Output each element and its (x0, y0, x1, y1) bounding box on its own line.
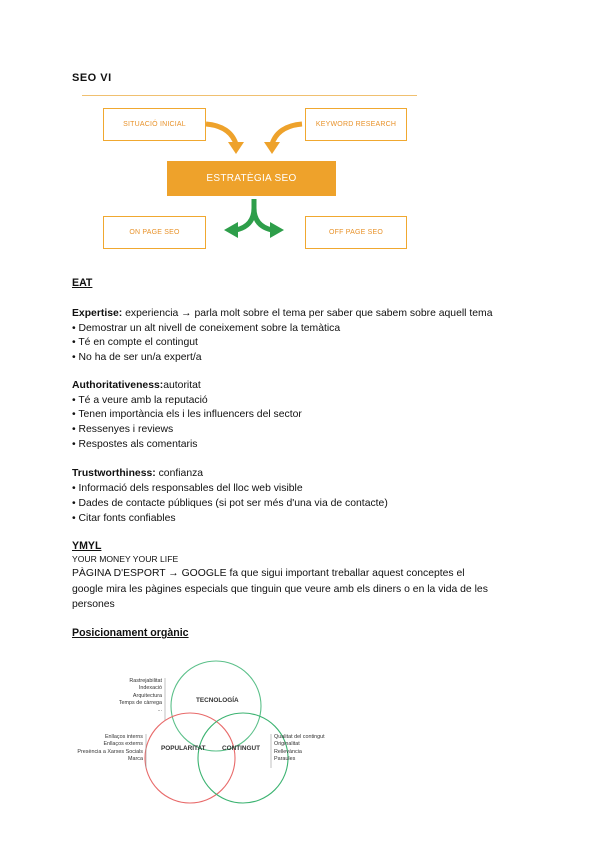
tech-item: Arquitectura (132, 692, 162, 699)
section-title: SEO VI (72, 72, 112, 84)
eat-heading: EAT (72, 277, 93, 289)
tech-item: Indexació (138, 685, 162, 692)
pop-item: Enllaços externs (103, 741, 143, 748)
authoritativeness-line (72, 378, 201, 393)
tecnologia-label: TECNOLOGÍA (196, 697, 239, 704)
tech-items (100, 678, 162, 714)
expertise-label: Expertise: (72, 308, 123, 319)
list-item: • Respostes als comentaris (72, 439, 198, 450)
orange-arrow-left-head (228, 142, 244, 154)
cont-items (274, 734, 354, 763)
diagram-arrows (0, 0, 600, 260)
list-item: • Citar fonts confiables (72, 513, 176, 524)
expertise-line (72, 306, 492, 321)
list-item: • Té a veure amb la reputació (72, 395, 208, 406)
authoritativeness-text: autoritat (163, 380, 201, 391)
pop-items (60, 734, 143, 763)
trustworthiness-text: confianza (155, 468, 204, 479)
list-item: • Demostrar un alt nivell de coneixement sobre la temàtica (72, 323, 341, 334)
ymyl-line: persones (72, 599, 115, 610)
list-item: • Informació dels responsables del lloc web visible (72, 483, 303, 494)
popularitat-circle (145, 713, 235, 803)
on-page-seo-box: ON PAGE SEO (103, 216, 206, 249)
list-item: • Té en compte el contingut (72, 337, 198, 348)
green-arrow-left-head (224, 222, 238, 238)
orange-arrow-right-head (264, 142, 280, 154)
pop-item: Enllaços interns (104, 734, 143, 740)
green-arrow-right (254, 208, 272, 230)
tech-item: ... (157, 707, 162, 714)
list-item: • Ressenyes i reviews (72, 424, 174, 435)
pop-item: Marca (128, 755, 143, 762)
posicionament-heading: Posicionament orgànic (72, 627, 189, 639)
tech-item: Temps de càrrega (118, 699, 162, 706)
contingut-label: CONTINGUT (222, 745, 260, 752)
list-item: • Tenen importància els i les influencers del sector (72, 409, 302, 420)
authoritativeness-label: Authoritativeness: (72, 380, 164, 391)
tecnologia-circle (171, 661, 261, 751)
ymyl-line: PÀGINA D'ESPORT → GOOGLE fa que sigui important treballar aquest conceptes el (72, 568, 465, 579)
pop-item: Presència a Xarxes Socials (77, 748, 143, 755)
trustworthiness-label: Trustworthiness: (72, 468, 156, 479)
popularitat-label: POPULARITAT (161, 745, 206, 752)
ymyl-heading: YMYL (72, 540, 102, 552)
ymyl-line: google mira les pàgines especials que tinguin que veure amb els diners o en la vida de les (72, 584, 488, 595)
green-arrow-left (236, 199, 254, 230)
cont-item: Rellevància (274, 748, 302, 755)
orange-arrow-left (206, 124, 236, 144)
orange-arrow-right (272, 124, 302, 144)
list-item: • No ha de ser un/a expert/a (72, 352, 202, 363)
cont-item: Originalitat (274, 741, 300, 748)
green-arrow-right-head (270, 222, 284, 238)
situacio-inicial-box: SITUACIÓ INICIAL (103, 108, 206, 141)
trustworthiness-line (72, 466, 203, 481)
cont-item: Qualitat del contingut (274, 734, 325, 740)
ymyl-subtitle: YOUR MONEY YOUR LIFE (72, 554, 179, 564)
expertise-text: experiencia → parla molt sobre el tema per saber que sabem sobre aquell tema (122, 308, 493, 319)
off-page-seo-box: OFF PAGE SEO (305, 216, 407, 249)
estrategia-seo-box: ESTRATÈGIA SEO (167, 161, 336, 196)
keyword-research-box: KEYWORD RESEARCH (305, 108, 407, 141)
list-item: • Dades de contacte públiques (si pot ser més d'una via de contacte) (72, 498, 388, 509)
cont-item: Paraules (274, 755, 296, 762)
tech-item: Rastrejabilitat (129, 678, 162, 684)
